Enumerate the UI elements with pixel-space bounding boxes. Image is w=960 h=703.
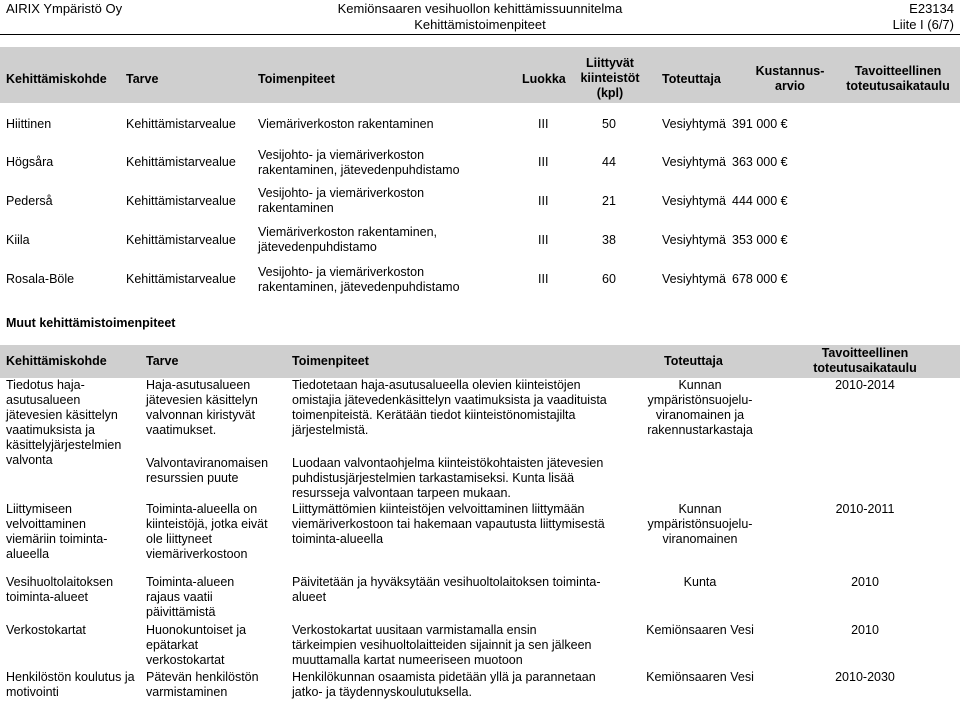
col-kiinteistot-2: kiinteistöt — [580, 71, 640, 85]
row-kohde: Kiila — [6, 233, 30, 247]
row-toteuttaja: Vesiyhtymä — [662, 155, 726, 169]
row-tarve: Toiminta-alueella on kiinteistöjä, jotka eivät ole liittyneet viemäriverkostoon — [146, 502, 268, 561]
row-kustannus: 363 000 € — [732, 155, 788, 169]
page-header — [0, 0, 960, 35]
row-kustannus: 353 000 € — [732, 233, 788, 247]
row-toteuttaja: Vesiyhtymä — [662, 194, 726, 208]
row-aikataulu: 2010 — [851, 575, 879, 589]
row-aikataulu: 2010-2030 — [835, 670, 895, 684]
col-toimenpiteet: Toimenpiteet — [292, 354, 369, 368]
row-toteuttaja: Kunta — [683, 575, 717, 589]
row-aikataulu: 2010-2014 — [835, 378, 895, 392]
col-toteuttaja: Toteuttaja — [662, 72, 721, 86]
row-toteuttaja: Kemiönsaaren Vesi — [646, 670, 754, 684]
row-kohde: Pederså — [6, 194, 53, 208]
row-kohde: Liittymiseen velvoittaminen viemäriin toiminta-alueella — [6, 502, 108, 561]
row-kohde: Högsåra — [6, 155, 54, 169]
row-kustannus: 391 000 € — [732, 117, 788, 131]
document-code: E23134 — [909, 1, 954, 16]
row-toimenpiteet: Päivitetään ja hyväksytään vesihuoltolaitoksen toiminta-alueet — [292, 575, 601, 604]
row-kiinteistot: 44 — [602, 155, 616, 169]
row-kohde: Vesihuoltolaitoksen toiminta-alueet — [6, 575, 114, 604]
col-aikataulu-2: toteutusaikataulu — [846, 79, 950, 93]
table2-header — [0, 345, 960, 378]
row-kiinteistot: 38 — [602, 233, 616, 247]
col-tarve: Tarve — [126, 72, 159, 86]
col-kohde: Kehittämiskohde — [6, 354, 107, 368]
row-kiinteistot: 21 — [602, 194, 616, 208]
row-toimenpiteet-2: Luodaan valvontaohjelma kiinteistökohtaisten jätevesien puhdistusjärjestelmien tarkastamiseksi. Kunta lisää resursseja valvontaan tarpeen mukaan. — [292, 456, 604, 500]
row-kustannus: 678 000 € — [732, 272, 788, 286]
row-kiinteistot: 50 — [602, 117, 616, 131]
col-luokka: Luokka — [522, 72, 566, 86]
row-kohde: Rosala-Böle — [6, 272, 75, 286]
document-subtitle: Kehittämistoimenpiteet — [414, 17, 546, 32]
row-tarve: Pätevän henkilöstön varmistaminen — [146, 670, 259, 699]
section-title: Muut kehittämistoimenpiteet — [6, 316, 176, 330]
row-tarve: Toiminta-alueen rajaus vaatii päivittämistä — [146, 575, 235, 619]
col-kiinteistot-3: (kpl) — [596, 86, 624, 100]
row-tarve-2: Valvontaviranomaisen resurssien puute — [146, 456, 269, 485]
row-toimenpiteet: Viemäriverkoston rakentaminen — [258, 117, 434, 131]
row-toteuttaja: Vesiyhtymä — [662, 233, 726, 247]
col-aikataulu-1: Tavoitteellinen — [854, 64, 942, 78]
col-kustannus-1: Kustannus- — [755, 64, 825, 78]
col-kiinteistot-1: Liittyvät — [586, 56, 634, 70]
row-toteuttaja: Vesiyhtymä — [662, 117, 726, 131]
row-tarve: Kehittämistarvealue — [126, 155, 236, 169]
document-title: Kemiönsaaren vesihuollon kehittämissuunnitelma — [337, 1, 623, 16]
row-toteuttaja: Kunnan ympäristönsuojelu-viranomainen — [647, 502, 753, 546]
row-kohde: Tiedotus haja-asutusalueen jätevesien käsittelyn vaatimuksista ja käsittelyjärjestelmien valvonta — [6, 378, 122, 467]
row-tarve: Kehittämistarvealue — [126, 272, 236, 286]
row-toimenpiteet: Liittymättömien kiinteistöjen velvoittaminen liittymään viemäriverkostoon tai hakemaan vapautusta liittymisestä toiminta-alueella — [292, 502, 605, 546]
col-toteuttaja: Toteuttaja — [664, 354, 723, 368]
row-tarve: Kehittämistarvealue — [126, 233, 236, 247]
row-toimenpiteet: Viemäriverkoston rakentaminen, jätevedenpuhdistamo — [258, 225, 438, 254]
company-name: AIRIX Ympäristö Oy — [6, 1, 123, 16]
row-luokka: III — [538, 233, 549, 247]
row-toteuttaja: Kunnan ympäristönsuojelu-viranomainen ja rakennustarkastaja — [647, 378, 753, 437]
col-toimenpiteet: Toimenpiteet — [258, 72, 335, 86]
col-kohde: Kehittämiskohde — [6, 72, 107, 86]
row-kustannus: 444 000 € — [732, 194, 788, 208]
row-toimenpiteet: Vesijohto- ja viemäriverkoston rakentaminen, jätevedenpuhdistamo — [258, 148, 460, 177]
row-luokka: III — [538, 155, 549, 169]
row-tarve: Huonokuntoiset ja epätarkat verkostokartat — [146, 623, 247, 667]
row-toimenpiteet: Vesijohto- ja viemäriverkoston rakentaminen, jätevedenpuhdistamo — [258, 265, 460, 294]
col-aikataulu-2: toteutusaikataulu — [813, 361, 917, 375]
row-toimenpiteet: Vesijohto- ja viemäriverkoston rakentaminen — [258, 186, 425, 215]
row-toimenpiteet: Tiedotetaan haja-asutusalueella olevien kiinteistöjen omistajia jätevedenkäsittelyn vaatimuksista ja vaadituista toimenpiteistä. Kerätään tiedot kiinteistönomistajilta järjestelmistä. — [292, 378, 607, 437]
table1-header — [0, 47, 960, 103]
row-toteuttaja: Kemiönsaaren Vesi — [646, 623, 754, 637]
row-luokka: III — [538, 194, 549, 208]
row-kohde: Henkilöstön koulutus ja motivointi — [6, 670, 135, 699]
appendix-label: Liite I (6/7) — [892, 17, 954, 32]
row-kohde: Hiittinen — [6, 117, 52, 131]
row-toimenpiteet: Verkostokartat uusitaan varmistamalla ensin tärkeimpien vesihuoltolaitteiden sijainnit ja sen jälkeen muuttamalla kartat numeeriseen muotoon — [292, 623, 592, 667]
col-aikataulu-1: Tavoitteellinen — [821, 346, 909, 360]
row-tarve: Haja-asutusalueen jätevesien käsittelyn valvonnan kiristyvät vaatimukset. — [146, 378, 258, 437]
row-toimenpiteet: Henkilökunnan osaamista pidetään yllä ja parannetaan jatko- ja täydennyskoulutuksella. — [292, 670, 596, 699]
row-tarve: Kehittämistarvealue — [126, 194, 236, 208]
row-toteuttaja: Vesiyhtymä — [662, 272, 726, 286]
col-tarve: Tarve — [146, 354, 179, 368]
row-kohde: Verkostokartat — [6, 623, 86, 637]
row-aikataulu: 2010-2011 — [835, 502, 895, 516]
row-luokka: III — [538, 272, 549, 286]
row-luokka: III — [538, 117, 549, 131]
col-kustannus-2: arvio — [775, 79, 805, 93]
row-kiinteistot: 60 — [602, 272, 616, 286]
row-aikataulu: 2010 — [851, 623, 879, 637]
row-tarve: Kehittämistarvealue — [126, 117, 236, 131]
